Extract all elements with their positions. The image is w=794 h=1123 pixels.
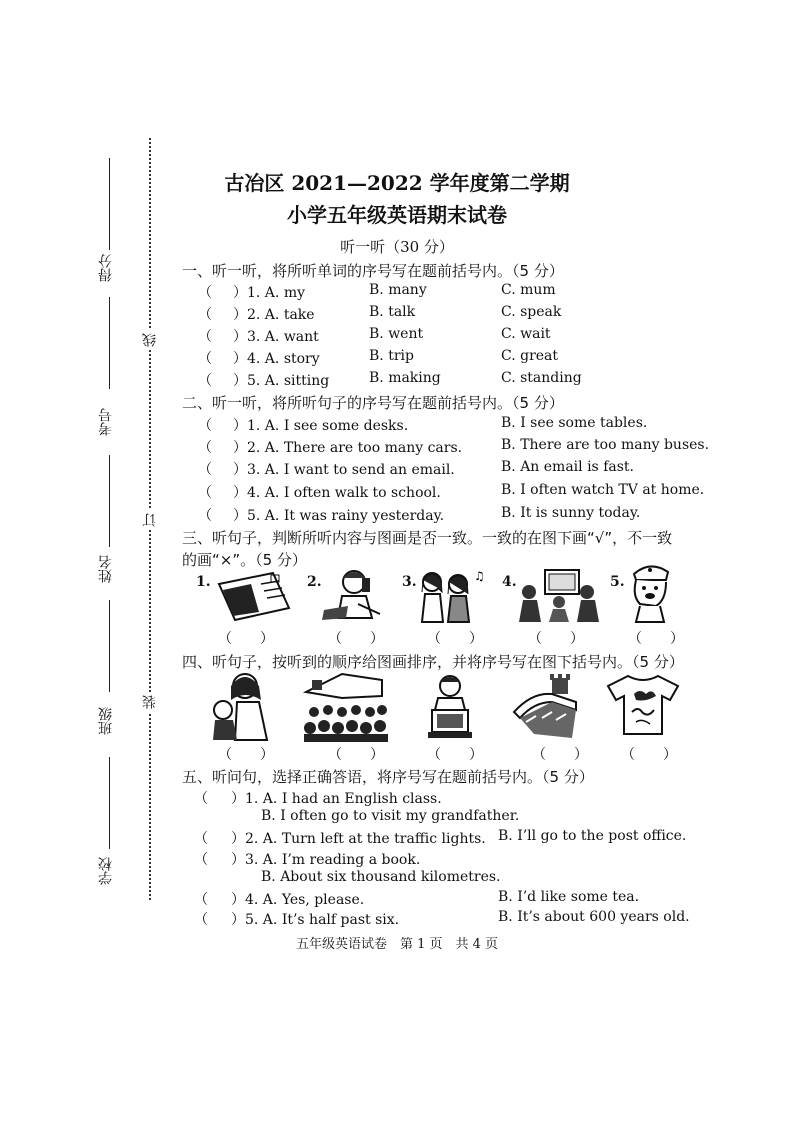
answer-paren-open: （ (198, 418, 212, 434)
option-a: ）5. A. It was rainy yesterday. (233, 508, 445, 524)
part-heading: 听一听（30 分） (340, 238, 454, 256)
binding-label-score: 得分 (98, 254, 114, 282)
answer-paren-open: （ (194, 892, 208, 908)
option-a: ）1. A. I see some desks. (233, 418, 409, 434)
answer-paren-open: （ (198, 307, 212, 323)
option-b: B. I’d like some tea. (498, 889, 640, 905)
section3-heading-line1: 三、听句子，判断所听内容与图画是否一致。一致的在图下画“√”，不一致 (182, 529, 673, 547)
answer-paren-open: （ (194, 852, 208, 868)
option-b: B. I often watch TV at home. (501, 482, 705, 498)
section5-heading: 五、听问句，选择正确答语，将序号写在题前括号内。（5 分） (182, 768, 594, 786)
option-b: B. talk (369, 304, 416, 320)
option-a: ）3. A. want (233, 329, 319, 345)
section2-item (0, 505, 794, 525)
picture-number: 3. (402, 574, 417, 590)
answer-paren-open: （ (194, 791, 208, 807)
section1-item (0, 348, 794, 368)
option-c: C. wait (501, 326, 551, 342)
section1-item (0, 282, 794, 302)
answer-paren-open: （ (194, 912, 208, 928)
answer-paren-blank: （ ） (427, 747, 483, 763)
answer-paren-blank: （ ） (528, 631, 584, 647)
answer-paren-blank: （ ） (628, 631, 684, 647)
man-computer-picture (424, 670, 476, 740)
picture-number: 1. (196, 574, 211, 590)
option-a: ）2. A. Turn left at the traffic lights. (231, 831, 486, 847)
option-a: ）3. A. I’m reading a book. (231, 852, 421, 868)
answer-paren-open: （ (198, 462, 212, 478)
section1-heading: 一、听一听，将所听单词的序号写在题前括号内。（5 分） (182, 262, 564, 280)
mother-child-picture (205, 670, 271, 742)
section2-item (0, 459, 794, 479)
option-a: ）2. A. There are too many cars. (233, 440, 463, 456)
option-b: B. It’s about 600 years old. (498, 909, 690, 925)
option-c: C. speak (501, 304, 562, 320)
answer-paren-open: （ (198, 351, 212, 367)
option-a: ）4. A. I often walk to school. (233, 485, 441, 501)
section3-heading-line2: 的画“×”。（5 分） (182, 551, 307, 569)
page-subtitle: 小学五年级英语期末试卷 (287, 203, 507, 227)
section1-item (0, 370, 794, 390)
answer-paren-open: （ (198, 373, 212, 389)
section1-item (0, 326, 794, 346)
tshirt-picture (606, 672, 680, 736)
postcard-picture (213, 570, 293, 622)
option-b: B. many (369, 282, 427, 298)
binding-label-name: 姓名 (98, 555, 114, 583)
option-b: B. trip (369, 348, 414, 364)
section2-item (0, 437, 794, 457)
binding-mark-staple: 订 (140, 510, 160, 530)
answer-paren-open: （ (198, 285, 212, 301)
option-a: ）4. A. story (233, 351, 320, 367)
answer-paren-blank: （ ） (328, 747, 384, 763)
section4-heading: 四、听句子，按听到的顺序给图画排序，并将序号写在图下括号内。（5 分） (182, 653, 684, 671)
svg-text:♫: ♫ (474, 569, 485, 583)
option-a: ）5. A. sitting (233, 373, 330, 389)
binding-label-school: 学校 (98, 857, 114, 885)
binding-label-class: 班级 (98, 707, 114, 735)
section5-item-continued (0, 808, 794, 828)
section5-item (0, 909, 794, 929)
answer-paren-blank: （ ） (218, 747, 274, 763)
answer-paren-open: （ (198, 440, 212, 456)
option-a: ）5. A. It’s half past six. (231, 912, 400, 928)
option-b: B. went (369, 326, 424, 342)
boy-phone-picture (318, 566, 390, 622)
family-tv-picture (515, 566, 601, 624)
answer-paren-open: （ (198, 508, 212, 524)
option-a: ）3. A. I want to send an email. (233, 462, 455, 478)
answer-paren-blank: （ ） (328, 631, 384, 647)
crowd-picture (302, 672, 388, 742)
option-a: ）2. A. take (233, 307, 315, 323)
option-b: B. An email is fast. (501, 459, 634, 475)
section5-item (0, 889, 794, 909)
picture-number: 2. (307, 574, 322, 590)
answer-paren-blank: （ ） (532, 747, 588, 763)
page-footer: 五年级英语试卷 第 1 页 共 4 页 (295, 937, 499, 952)
option-c: C. standing (501, 370, 582, 386)
option-a: ）1. A. my (233, 285, 306, 301)
option-c: C. great (501, 348, 559, 364)
class-blank-line (109, 600, 110, 692)
section2-item (0, 482, 794, 502)
option-b: B. making (369, 370, 441, 386)
dog-hat-picture (626, 560, 674, 624)
answer-paren-blank: （ ） (427, 631, 483, 647)
section2-heading: 二、听一听，将所听句子的序号写在题前括号内。（5 分） (182, 394, 564, 412)
section5-item (0, 788, 794, 808)
page-title: 古冶区 2021—2022 学年度第二学期 (224, 171, 570, 195)
binding-mark-line: 线 (140, 330, 160, 350)
answer-paren-blank: （ ） (218, 631, 274, 647)
option-b: B. I often go to visit my grandfather. (261, 808, 520, 824)
picture-number: 5. (610, 574, 625, 590)
option-b: B. About six thousand kilometres. (261, 869, 501, 885)
section1-item (0, 304, 794, 324)
great-wall-picture (512, 672, 580, 740)
answer-paren-open: （ (194, 831, 208, 847)
option-b: B. I’ll go to the post office. (498, 828, 687, 844)
binding-label-exam-number: 考号 (98, 408, 114, 436)
option-b: B. There are too many buses. (501, 437, 710, 453)
option-a: ）1. A. I had an English class. (231, 791, 442, 807)
option-c: C. mum (501, 282, 556, 298)
picture-number: 4. (502, 574, 517, 590)
section5-item-continued (0, 869, 794, 889)
option-b: B. It is sunny today. (501, 505, 641, 521)
girls-singing-picture (414, 568, 488, 624)
section5-item (0, 849, 794, 869)
answer-paren-open: （ (198, 329, 212, 345)
answer-paren-blank: （ ） (621, 747, 677, 763)
option-a: ）4. A. Yes, please. (231, 892, 365, 908)
option-b: B. I see some tables. (501, 415, 648, 431)
binding-mark-bind: 装 (140, 692, 160, 712)
section2-item (0, 415, 794, 435)
section5-item (0, 828, 794, 848)
answer-paren-open: （ (198, 485, 212, 501)
